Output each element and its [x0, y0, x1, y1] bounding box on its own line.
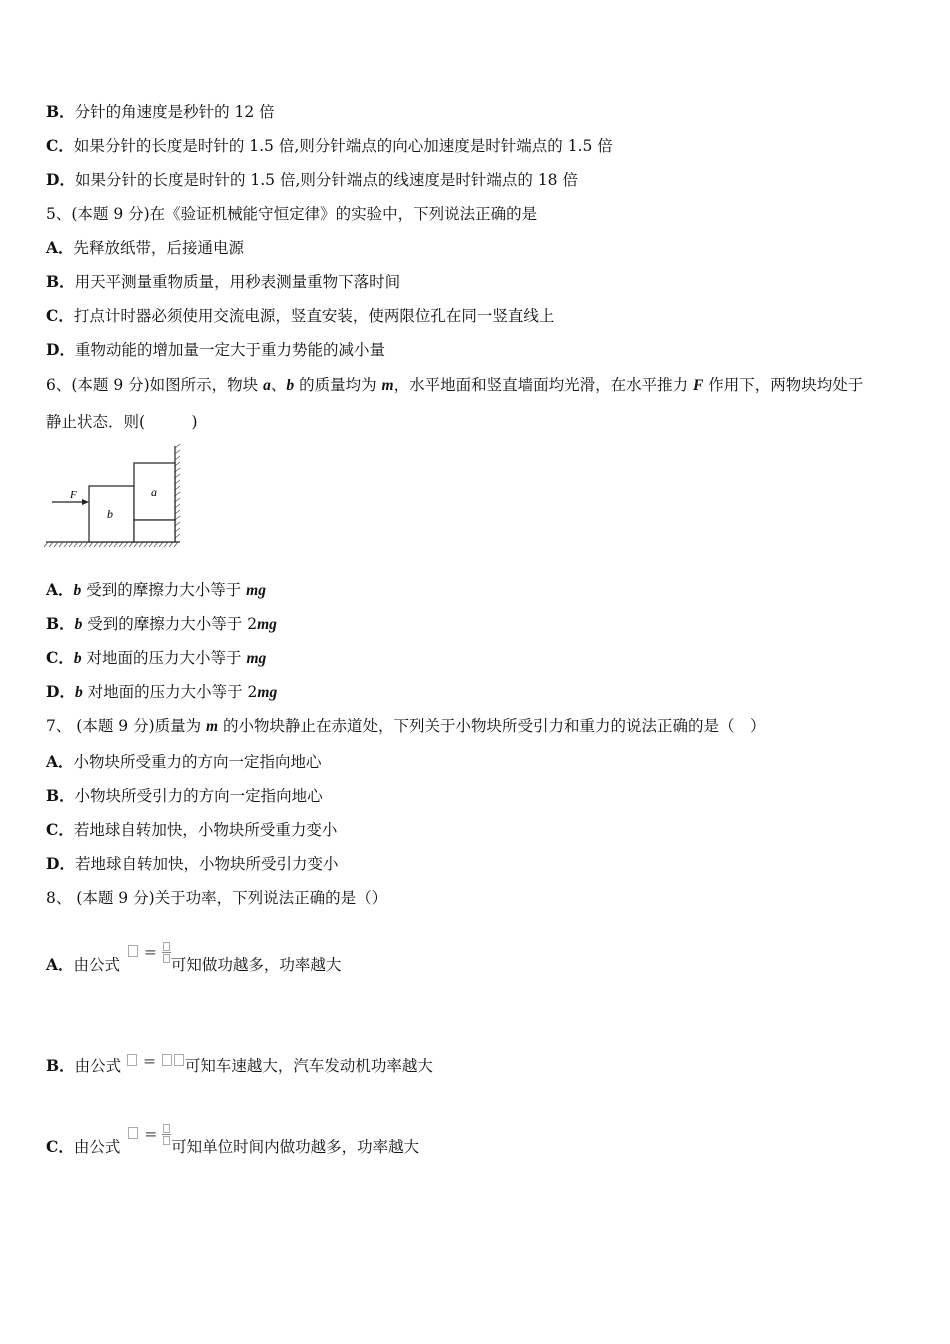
q8-option-c: C．由公式 = 可知单位时间内做功越多，功率越大: [46, 1124, 420, 1156]
q6-figure: [44, 444, 186, 550]
q6-option-a: A．b 受到的摩擦力大小等于 mg: [46, 580, 266, 599]
q5-option-c: C．打点计时器必须使用交流电源，竖直安装，使两限位孔在同一竖直线上: [46, 306, 555, 325]
q7-option-a: A．小物块所受重力的方向一定指向地心: [46, 752, 322, 771]
q6-option-c: C．b 对地面的压力大小等于 mg: [46, 648, 267, 667]
q5-option-b: B．用天平测量重物质量，用秒表测量重物下落时间: [46, 272, 401, 291]
q8-option-a: A．由公式 = 可知做功越多，功率越大: [46, 942, 342, 974]
q5-stem: 5、(本题 9 分)在《验证机械能守恒定律》的实验中，下列说法正确的是: [46, 205, 538, 223]
q7-option-b: B．小物块所受引力的方向一定指向地心: [46, 786, 323, 805]
force-label: F: [70, 489, 77, 501]
block-b-label: b: [107, 507, 113, 521]
q7-stem: 7、 (本题 9 分)质量为 m 的小物块静止在赤道处，下列关于小物块所受引力和重力的说法正确的是（ ）: [46, 717, 766, 735]
q6-option-b: B．b 受到的摩擦力大小等于 2mg: [46, 614, 277, 633]
q7-option-d: D．若地球自转加快，小物块所受引力变小: [46, 854, 339, 873]
formula-image: =: [126, 1051, 185, 1071]
block-a-label: a: [151, 485, 157, 499]
q8-option-b: B．由公式 = 可知车速越大，汽车发动机功率越大: [46, 1052, 433, 1075]
q4-option-b: B．分针的角速度是秒针的 12 倍: [46, 102, 275, 121]
formula-image: =: [127, 942, 171, 963]
q6-stem-line2: 静止状态．则( ): [46, 413, 198, 431]
q5-option-a: A．先释放纸带，后接通电源: [46, 238, 245, 257]
q6-stem: 6、(本题 9 分)如图所示，物块 a、b 的质量均为 m，水平地面和竖直墙面均光滑，在水平推力 F 作用下，两物块均处于: [46, 376, 864, 394]
q7-option-c: C．若地球自转加快，小物块所受重力变小: [46, 820, 338, 839]
q4-option-c: C．如果分针的长度是时针的 1.5 倍,则分针端点的向心加速度是时针端点的 1.5 倍: [46, 136, 613, 155]
q8-stem: 8、 (本题 9 分)关于功率，下列说法正确的是（）: [46, 889, 388, 907]
q6-option-d: D．b 对地面的压力大小等于 2mg: [46, 682, 278, 701]
q5-option-d: D．重物动能的增加量一定大于重力势能的减小量: [46, 340, 385, 359]
q4-option-d: D．如果分针的长度是时针的 1.5 倍,则分针端点的线速度是时针端点的 18 倍: [46, 170, 578, 189]
formula-image: =: [127, 1124, 171, 1145]
